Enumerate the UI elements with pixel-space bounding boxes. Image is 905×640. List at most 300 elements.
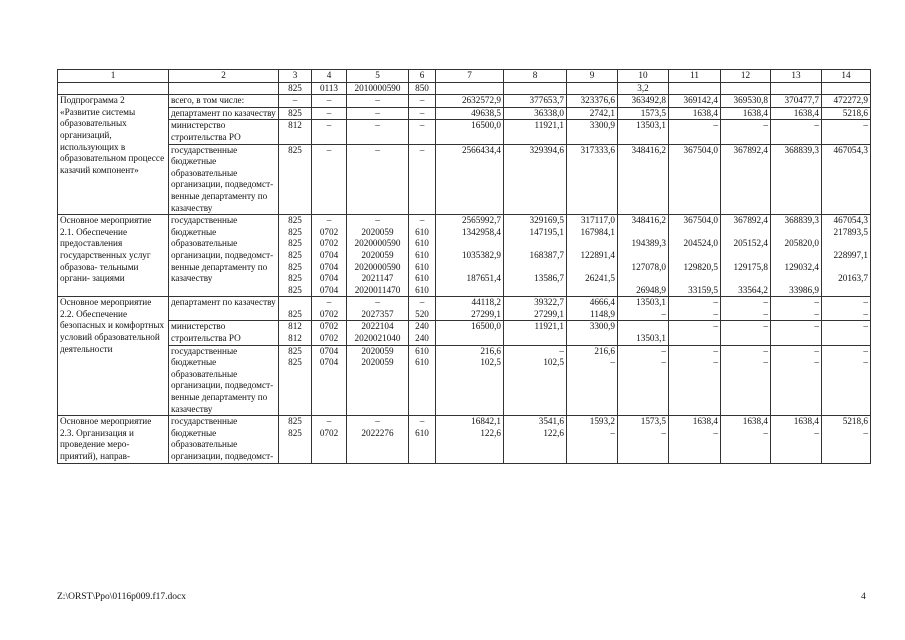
value-line: 610 xyxy=(415,249,429,260)
value-line: 240 xyxy=(415,321,429,332)
value-line: 13503,1 xyxy=(636,120,666,131)
value-line: – xyxy=(713,321,718,332)
value-cell xyxy=(771,144,822,215)
value-cell xyxy=(822,95,871,108)
value-line: 329169,5 xyxy=(529,215,564,226)
executor-cell: государственные бюджетные образовательные организации, подведомст- xyxy=(169,416,279,463)
value-line: – xyxy=(375,144,380,155)
value-line: 367892,4 xyxy=(733,144,768,155)
value-line: 825 xyxy=(288,238,302,249)
value-line: 26948,9 xyxy=(636,284,666,295)
value-line: 467054,3 xyxy=(833,144,868,155)
table-row xyxy=(58,297,871,321)
value-line xyxy=(438,238,501,250)
value-line: 825 xyxy=(288,261,302,272)
value-cell xyxy=(347,144,409,215)
value-line: 825 xyxy=(288,416,302,427)
value-line: 2027357 xyxy=(361,308,394,319)
value-line: 2565992,7 xyxy=(461,215,501,226)
value-line: 2022276 xyxy=(361,427,394,438)
value-line: 1573,5 xyxy=(640,107,666,118)
column-number: 8 xyxy=(504,70,567,83)
value-line: 3541,6 xyxy=(538,416,564,427)
value-line xyxy=(671,273,718,285)
column-number: 11 xyxy=(669,70,721,83)
value-line xyxy=(438,262,501,274)
value-line: – xyxy=(863,120,868,131)
column-number-row xyxy=(58,70,871,83)
value-line: 2020059 xyxy=(361,226,394,237)
value-line: 27299,1 xyxy=(471,308,501,319)
value-line: 610 xyxy=(415,357,429,368)
value-line: 0702 xyxy=(319,427,339,438)
footer-file-path: Z:\ORST\Ppo\0116p009.f17.docx xyxy=(57,592,186,602)
executor-cell: департамент по казачеству xyxy=(169,107,279,120)
value-line: 1638,4 xyxy=(742,416,768,427)
value-line: – xyxy=(610,427,615,438)
value-cell xyxy=(771,416,822,463)
value-line xyxy=(438,285,501,297)
value-cell xyxy=(312,120,347,144)
value-line: 520 xyxy=(415,308,429,319)
value-line: – xyxy=(763,297,768,308)
value-cell xyxy=(504,345,567,416)
value-line: 216,6 xyxy=(594,345,615,356)
value-line: 1638,4 xyxy=(793,107,819,118)
value-line: – xyxy=(763,345,768,356)
value-cell xyxy=(567,321,618,345)
value-line: – xyxy=(713,357,718,368)
value-line xyxy=(438,333,501,345)
value-line xyxy=(506,285,564,297)
value-cell xyxy=(409,416,436,463)
column-number: 10 xyxy=(618,70,669,83)
value-line: – xyxy=(814,120,819,131)
table-row xyxy=(58,345,871,416)
value-cell xyxy=(347,120,409,144)
value-cell xyxy=(822,144,871,215)
value-cell xyxy=(567,107,618,120)
value-line: 1638,4 xyxy=(742,107,768,118)
value-line: 122,6 xyxy=(480,427,501,438)
subheader-cell xyxy=(504,82,567,95)
value-line: 16500,0 xyxy=(471,321,501,332)
value-line: – xyxy=(713,297,718,308)
value-line: 5218,6 xyxy=(842,416,868,427)
value-line: 368839,3 xyxy=(784,215,819,226)
value-line: – xyxy=(763,427,768,438)
executor-cell: департамент по казачеству xyxy=(169,297,279,321)
value-line: 204524,0 xyxy=(683,238,718,249)
value-line: 0704 xyxy=(319,345,339,356)
value-line: – xyxy=(713,345,718,356)
value-cell xyxy=(567,215,618,297)
value-cell xyxy=(312,95,347,108)
value-line: 0704 xyxy=(319,261,339,272)
value-line: 2020059 xyxy=(361,357,394,368)
value-line: – xyxy=(814,357,819,368)
value-cell xyxy=(567,297,618,321)
value-line: – xyxy=(713,120,718,131)
value-cell xyxy=(669,321,721,345)
value-line: – xyxy=(814,427,819,438)
value-line: – xyxy=(419,297,425,308)
value-cell xyxy=(618,416,669,463)
value-line: 0702 xyxy=(319,238,339,249)
value-cell xyxy=(436,297,504,321)
value-line: 368839,3 xyxy=(784,144,819,155)
page-number: 4 xyxy=(861,592,866,602)
value-line: 129820,5 xyxy=(683,261,718,272)
value-line: 36338,0 xyxy=(534,107,564,118)
value-cell xyxy=(721,107,771,120)
value-line: 49638,5 xyxy=(471,107,501,118)
value-line: – xyxy=(326,144,332,155)
value-cell xyxy=(312,416,347,463)
value-line xyxy=(671,227,718,239)
value-line: 377653,7 xyxy=(529,95,564,106)
value-line: – xyxy=(814,308,819,319)
value-line: 370477,7 xyxy=(784,95,819,106)
value-cell xyxy=(436,107,504,120)
value-line: 216,6 xyxy=(480,345,501,356)
value-line: 122,6 xyxy=(543,427,564,438)
value-line: 147195,1 xyxy=(529,226,564,237)
value-line: 11921,1 xyxy=(534,321,564,332)
value-cell xyxy=(567,345,618,416)
value-line: 363492,8 xyxy=(631,95,666,106)
column-number: 9 xyxy=(567,70,618,83)
value-cell xyxy=(436,416,504,463)
column-number: 7 xyxy=(436,70,504,83)
value-line: – xyxy=(419,144,425,155)
value-line xyxy=(620,227,666,239)
value-cell xyxy=(312,297,347,321)
value-line: 217893,5 xyxy=(833,226,868,237)
value-cell xyxy=(721,297,771,321)
value-cell xyxy=(771,321,822,345)
subheader-cell: 3,2 xyxy=(618,82,669,95)
value-line: 0704 xyxy=(319,284,339,295)
value-cell xyxy=(669,144,721,215)
value-cell xyxy=(279,107,312,120)
subheader-cell xyxy=(567,82,618,95)
program-name-cell: Основное мероприятие 2.1. Обеспечение предоставления государственных услуг образова- тельными органи- зациями xyxy=(58,215,169,297)
value-line xyxy=(723,250,768,262)
subheader-cell: 825 xyxy=(279,82,312,95)
value-cell xyxy=(669,345,721,416)
value-line: 102,5 xyxy=(480,357,501,368)
value-cell xyxy=(618,215,669,297)
value-cell xyxy=(347,215,409,297)
value-cell xyxy=(669,416,721,463)
value-cell xyxy=(771,345,822,416)
value-cell xyxy=(721,416,771,463)
program-name-cell: Подпрограмма 2 «Развитие системы образовательных организаций, использующих в образовательном процессе казачий компонент» xyxy=(58,95,169,215)
value-cell xyxy=(504,120,567,144)
value-line: 2020021040 xyxy=(354,333,401,344)
value-cell xyxy=(347,416,409,463)
value-line: – xyxy=(559,345,564,356)
value-line: 33564,2 xyxy=(738,284,768,295)
value-cell xyxy=(721,215,771,297)
value-cell xyxy=(771,95,822,108)
value-line: 367892,4 xyxy=(733,215,768,226)
value-line: 610 xyxy=(415,345,429,356)
value-line: 2022104 xyxy=(361,321,394,332)
value-cell xyxy=(504,321,567,345)
value-line: – xyxy=(375,107,380,118)
value-cell xyxy=(279,95,312,108)
table-row xyxy=(58,416,871,463)
value-line xyxy=(569,238,615,250)
executor-cell: государственные бюджетные образовательные организации, подведомст- венные департаменту по казачеству xyxy=(169,345,279,416)
value-line xyxy=(569,262,615,274)
value-line: 825 xyxy=(288,249,302,260)
value-line: – xyxy=(375,120,380,131)
value-line: 1148,9 xyxy=(590,308,615,319)
value-cell xyxy=(822,416,871,463)
value-cell xyxy=(618,95,669,108)
subheader-row xyxy=(58,82,871,95)
value-line: 323376,6 xyxy=(580,95,615,106)
value-line: – xyxy=(863,308,868,319)
value-line: – xyxy=(863,357,868,368)
value-line: 367504,0 xyxy=(683,144,718,155)
table-row xyxy=(58,144,871,215)
value-cell xyxy=(279,345,312,416)
value-line: 13586,7 xyxy=(534,273,564,284)
value-cell xyxy=(567,144,618,215)
value-line: 39322,7 xyxy=(534,297,564,308)
value-cell xyxy=(436,215,504,297)
value-line xyxy=(773,273,819,285)
value-line: 1638,4 xyxy=(692,416,718,427)
value-line: 194389,3 xyxy=(631,238,666,249)
value-line xyxy=(824,238,868,250)
value-line: 102,5 xyxy=(543,357,564,368)
value-line xyxy=(281,297,309,309)
value-cell xyxy=(567,416,618,463)
value-line xyxy=(506,333,564,345)
value-line: 0704 xyxy=(319,273,339,284)
value-line: 4666,4 xyxy=(589,297,615,308)
value-line: 168387,7 xyxy=(529,249,564,260)
value-cell xyxy=(721,345,771,416)
value-line: 20163,7 xyxy=(838,273,868,284)
table-row xyxy=(58,95,871,108)
value-line: – xyxy=(326,120,332,131)
column-number: 1 xyxy=(58,70,169,83)
value-line xyxy=(824,285,868,297)
value-cell xyxy=(669,297,721,321)
value-line: 1573,5 xyxy=(640,416,666,427)
subheader-cell xyxy=(436,82,504,95)
value-cell xyxy=(618,144,669,215)
value-line: 317333,6 xyxy=(580,144,615,155)
value-line xyxy=(723,333,768,345)
value-line xyxy=(773,227,819,239)
value-line xyxy=(620,273,666,285)
value-cell xyxy=(312,107,347,120)
subheader-cell xyxy=(58,82,169,95)
value-line: 348416,2 xyxy=(631,144,666,155)
value-line: – xyxy=(610,357,615,368)
value-line xyxy=(671,333,718,345)
value-line: 205152,4 xyxy=(733,238,768,249)
value-line: – xyxy=(419,107,425,118)
value-line: 0702 xyxy=(319,226,339,237)
value-cell xyxy=(567,95,618,108)
value-line: 129032,4 xyxy=(784,261,819,272)
subheader-cell: 2010000590 xyxy=(347,82,409,95)
value-cell xyxy=(618,107,669,120)
value-line: 44118,2 xyxy=(471,297,501,308)
value-line: 2021147 xyxy=(361,273,394,284)
value-line xyxy=(773,333,819,345)
value-line: 122891,4 xyxy=(580,249,615,260)
value-cell xyxy=(436,144,504,215)
value-cell xyxy=(409,144,436,215)
value-line: – xyxy=(326,416,332,427)
value-line: 610 xyxy=(415,238,429,249)
value-line: – xyxy=(763,321,768,332)
value-cell xyxy=(409,321,436,345)
value-line: 187651,4 xyxy=(466,273,501,284)
value-line: – xyxy=(661,427,666,438)
value-line: 2020059 xyxy=(361,249,394,260)
value-line: 129175,8 xyxy=(733,261,768,272)
value-line: 0702 xyxy=(319,308,339,319)
value-cell xyxy=(771,297,822,321)
value-line: 610 xyxy=(415,284,429,295)
value-line: – xyxy=(661,357,666,368)
value-cell xyxy=(504,107,567,120)
value-cell xyxy=(279,144,312,215)
table-row xyxy=(58,107,871,120)
value-cell xyxy=(504,215,567,297)
value-line: – xyxy=(863,321,868,332)
value-line: – xyxy=(375,215,380,226)
column-number: 6 xyxy=(409,70,436,83)
value-cell xyxy=(347,321,409,345)
value-line: 33986,9 xyxy=(789,284,819,295)
subheader-cell xyxy=(721,82,771,95)
value-line: 825 xyxy=(288,357,302,368)
value-line: – xyxy=(292,95,298,106)
value-cell xyxy=(312,215,347,297)
value-line: 33159,5 xyxy=(688,284,718,295)
value-line: – xyxy=(419,215,425,226)
value-cell xyxy=(822,107,871,120)
value-line xyxy=(620,321,666,333)
value-cell xyxy=(669,95,721,108)
value-line: 0704 xyxy=(319,357,339,368)
value-cell xyxy=(822,345,871,416)
executor-cell: министерство строительства РО xyxy=(169,120,279,144)
table-row xyxy=(58,120,871,144)
value-line xyxy=(620,250,666,262)
value-cell xyxy=(347,107,409,120)
value-cell xyxy=(669,107,721,120)
value-line: 812 xyxy=(288,120,302,131)
value-line: – xyxy=(419,416,425,427)
value-line xyxy=(506,262,564,274)
value-line: 127078,0 xyxy=(631,261,666,272)
value-line: 0704 xyxy=(319,249,339,260)
value-cell xyxy=(504,297,567,321)
value-line: – xyxy=(863,297,868,308)
value-line xyxy=(569,285,615,297)
value-cell xyxy=(409,120,436,144)
subheader-cell xyxy=(822,82,871,95)
column-number: 3 xyxy=(279,70,312,83)
value-line: 825 xyxy=(288,308,302,319)
value-line: – xyxy=(326,297,332,308)
value-line: 0702 xyxy=(319,333,339,344)
value-cell xyxy=(409,95,436,108)
column-number: 4 xyxy=(312,70,347,83)
value-line: – xyxy=(863,345,868,356)
value-line: 610 xyxy=(415,226,429,237)
value-cell xyxy=(436,95,504,108)
value-cell xyxy=(721,120,771,144)
value-cell xyxy=(347,297,409,321)
value-line: 825 xyxy=(288,345,302,356)
column-number: 14 xyxy=(822,70,871,83)
value-line: 27299,1 xyxy=(534,308,564,319)
subheader-cell xyxy=(169,82,279,95)
value-line: – xyxy=(814,345,819,356)
value-cell xyxy=(504,144,567,215)
value-cell xyxy=(312,345,347,416)
value-cell xyxy=(618,120,669,144)
value-line: – xyxy=(375,297,380,308)
value-line: 1035382,9 xyxy=(461,249,501,260)
value-line: 369530,8 xyxy=(733,95,768,106)
value-line: 472272,9 xyxy=(833,95,868,106)
value-cell xyxy=(669,120,721,144)
value-line: – xyxy=(326,95,332,106)
value-cell xyxy=(618,321,669,345)
value-cell xyxy=(409,345,436,416)
value-line: – xyxy=(763,120,768,131)
value-line: – xyxy=(814,297,819,308)
value-cell xyxy=(312,321,347,345)
value-line: – xyxy=(713,308,718,319)
value-line: 317117,0 xyxy=(580,215,615,226)
value-cell xyxy=(822,215,871,297)
value-line: 369142,4 xyxy=(683,95,718,106)
executor-cell: государственные бюджетные образовательные организации, подведомст- венные департаменту по казачеству xyxy=(169,215,279,297)
value-cell xyxy=(721,144,771,215)
value-cell xyxy=(504,95,567,108)
value-line: 2742,1 xyxy=(589,107,615,118)
value-cell xyxy=(312,144,347,215)
value-line: 167984,1 xyxy=(580,226,615,237)
value-line: 26241,5 xyxy=(585,273,615,284)
value-line: 467054,3 xyxy=(833,215,868,226)
value-cell xyxy=(669,215,721,297)
value-line: – xyxy=(326,215,332,226)
value-line: 367504,0 xyxy=(683,215,718,226)
value-line xyxy=(723,227,768,239)
value-line: 1638,4 xyxy=(793,416,819,427)
value-line: 1342958,4 xyxy=(461,226,501,237)
value-cell xyxy=(409,297,436,321)
column-number: 12 xyxy=(721,70,771,83)
budget-table xyxy=(57,69,871,464)
